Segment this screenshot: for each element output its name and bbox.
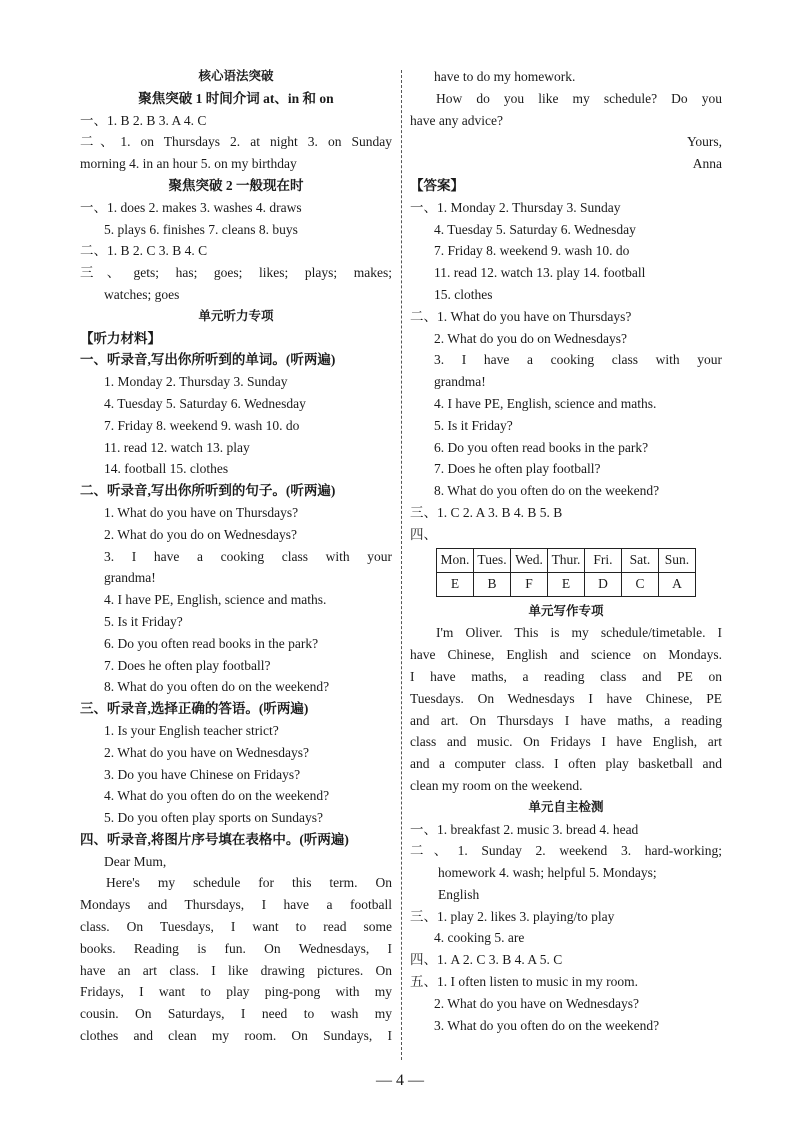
list-item: 6. Do you often read books in the park? xyxy=(104,635,319,651)
table-header-cell: Mon. xyxy=(437,548,474,572)
table-cell: F xyxy=(511,572,548,596)
answer-line: 5. Is it Friday? xyxy=(434,417,513,433)
table-header-cell: Wed. xyxy=(511,548,548,572)
right-column xyxy=(410,66,722,1036)
letter-signature: Anna xyxy=(692,156,722,172)
list-item: 4. What do you often do on the weekend? xyxy=(104,788,330,804)
material-header: 【听力材料】 xyxy=(80,330,161,346)
section-title: 三、听录音,选择正确的答语。(听两遍) xyxy=(80,701,309,717)
answer-line: grandma! xyxy=(434,374,486,390)
section-title: 四、听录音,将图片序号填在表格中。(听两遍) xyxy=(80,831,349,847)
letter-line: books. Reading is fun. On Wednesdays, I xyxy=(80,940,392,956)
letter-line: cousin. On Saturdays, I need to wash my xyxy=(80,1006,392,1022)
list-item: 3. I have a cooking class with your xyxy=(104,548,392,564)
list-item: grandma! xyxy=(104,570,156,586)
table-header-cell: Fri. xyxy=(585,548,622,572)
answer-line: 五、1. I often listen to music in my room. xyxy=(410,974,638,990)
letter-line: Mondays and Thursdays, I have a football xyxy=(80,897,392,913)
answer-line: 一、1. B 2. B 3. A 4. C xyxy=(80,112,207,128)
answer-line: morning 4. in an hour 5. on my birthday xyxy=(80,156,297,172)
answer-line: 11. read 12. watch 13. play 14. football xyxy=(434,265,646,281)
page-number: — 4 — xyxy=(376,1072,424,1089)
answer-line: 三、1. play 2. likes 3. playing/to play xyxy=(410,908,615,924)
answer-header: 【答案】 xyxy=(410,177,464,193)
table-header-cell: Sat. xyxy=(622,548,659,572)
left-column xyxy=(80,66,392,1047)
answer-line: 7. Friday 8. weekend 9. wash 10. do xyxy=(434,243,630,259)
focus1-title: 聚焦突破 1 时间介词 at、in 和 on xyxy=(138,90,334,106)
answer-line: 3. I have a cooking class with your xyxy=(434,352,722,368)
answer-line: 三、gets; has; goes; likes; plays; makes; xyxy=(80,265,392,281)
letter-closing: Yours, xyxy=(686,134,722,150)
answer-line: 二、1. Sunday 2. weekend 3. hard-working; xyxy=(410,843,722,859)
answer-line: 15. clothes xyxy=(434,286,493,302)
answer-line: 二、1. on Thursdays 2. at night 3. on Sunday xyxy=(80,134,392,150)
list-item: 1. Monday 2. Thursday 3. Sunday xyxy=(104,374,288,390)
answer-line: 二、1. What do you have on Thursdays? xyxy=(410,308,632,324)
table-header-cell: Thur. xyxy=(548,548,585,572)
answer-line: 4. cooking 5. are xyxy=(434,930,525,946)
answer-line: 2. What do you do on Wednesdays? xyxy=(434,330,628,346)
list-item: 1. What do you have on Thursdays? xyxy=(104,504,299,520)
letter-line: have any advice? xyxy=(410,112,503,128)
list-item: 5. Is it Friday? xyxy=(104,613,183,629)
table-header-cell: Sun. xyxy=(659,548,696,572)
answer-line: 一、1. breakfast 2. music 3. bread 4. head xyxy=(410,821,639,837)
table-cell: A xyxy=(659,572,696,596)
answer-line: homework 4. wash; helpful 5. Mondays; xyxy=(438,865,657,881)
section-title: 二、听录音,写出你所听到的句子。(听两遍) xyxy=(80,483,336,499)
table-cell: E xyxy=(437,572,474,596)
writing-line: I have maths, a reading class and PE on xyxy=(410,668,722,684)
writing-title: 单元写作专项 xyxy=(528,603,604,618)
answer-line: 3. What do you often do on the weekend? xyxy=(434,1017,660,1033)
answer-line: 四、 xyxy=(410,526,437,542)
section-title: 一、听录音,写出你所听到的单词。(听两遍) xyxy=(80,352,336,368)
table-cell: E xyxy=(548,572,585,596)
focus2-title: 聚焦突破 2 一般现在时 xyxy=(168,177,304,193)
answer-line: 6. Do you often read books in the park? xyxy=(434,439,649,455)
listening-title: 单元听力专项 xyxy=(198,308,274,323)
writing-line: and a computer class. I often play basketball and xyxy=(410,756,722,772)
letter-line: class. On Tuesdays, I want to read some xyxy=(80,919,392,935)
list-item: 7. Friday 8. weekend 9. wash 10. do xyxy=(104,417,300,433)
answer-line: 四、1. A 2. C 3. B 4. A 5. C xyxy=(410,952,563,968)
letter-line: have an art class. I like drawing pictures. On xyxy=(80,962,392,978)
answer-line: 5. plays 6. finishes 7. cleans 8. buys xyxy=(104,221,298,237)
answer-line: 一、1. Monday 2. Thursday 3. Sunday xyxy=(410,199,621,215)
letter-line: have to do my homework. xyxy=(434,69,576,84)
table-cell: C xyxy=(622,572,659,596)
answer-line: 2. What do you have on Wednesdays? xyxy=(434,995,639,1011)
table-cell: D xyxy=(585,572,622,596)
list-item: 5. Do you often play sports on Sundays? xyxy=(104,810,323,826)
letter-greeting: Dear Mum, xyxy=(104,853,167,869)
letter-line: How do you like my schedule? Do you xyxy=(436,90,722,106)
answer-line: 4. Tuesday 5. Saturday 6. Wednesday xyxy=(434,221,636,237)
schedule-answer-table xyxy=(436,548,696,597)
letter-line: Here's my schedule for this term. On xyxy=(106,875,392,891)
answer-line: 一、1. does 2. makes 3. washes 4. draws xyxy=(80,199,302,215)
list-item: 4. Tuesday 5. Saturday 6. Wednesday xyxy=(104,395,306,411)
selftest-title: 单元自主检测 xyxy=(528,799,604,814)
answer-line: 8. What do you often do on the weekend? xyxy=(434,483,660,499)
list-item: 11. read 12. watch 13. play xyxy=(104,439,250,455)
writing-line: and art. On Thursdays I have maths, a reading xyxy=(410,712,722,728)
list-item: 7. Does he often play football? xyxy=(104,657,271,673)
answer-line: 7. Does he often play football? xyxy=(434,461,601,477)
writing-line: clean my room on the weekend. xyxy=(410,777,583,793)
table-cell: B xyxy=(474,572,511,596)
table-header-cell: Tues. xyxy=(474,548,511,572)
answer-line: 三、1. C 2. A 3. B 4. B 5. B xyxy=(410,504,563,520)
list-item: 4. I have PE, English, science and maths. xyxy=(104,592,327,608)
list-item: 1. Is your English teacher strict? xyxy=(104,722,279,738)
writing-line: I'm Oliver. This is my schedule/timetable. I xyxy=(436,625,722,641)
answer-line: watches; goes xyxy=(104,286,180,302)
list-item: 8. What do you often do on the weekend? xyxy=(104,679,330,695)
writing-line: Tuesdays. On Wednesdays I have Chinese, PE xyxy=(410,690,722,706)
letter-line: clothes and clean my room. On Sundays, I xyxy=(80,1028,392,1044)
list-item: 14. football 15. clothes xyxy=(104,461,229,477)
answer-line: 二、1. B 2. C 3. B 4. C xyxy=(80,243,208,259)
list-item: 2. What do you do on Wednesdays? xyxy=(104,526,298,542)
column-divider xyxy=(401,70,402,1060)
list-item: 3. Do you have Chinese on Fridays? xyxy=(104,766,301,782)
list-item: 2. What do you have on Wednesdays? xyxy=(104,744,309,760)
grammar-title: 核心语法突破 xyxy=(198,69,274,83)
writing-line: have Chinese, English and science on Mondays. xyxy=(410,647,722,663)
answer-line: 4. I have PE, English, science and maths. xyxy=(434,395,657,411)
writing-line: class and music. On Fridays I have English, art xyxy=(410,734,722,750)
answer-line: English xyxy=(438,886,480,902)
letter-line: Fridays, I want to play ping-pong with my xyxy=(80,984,392,1000)
